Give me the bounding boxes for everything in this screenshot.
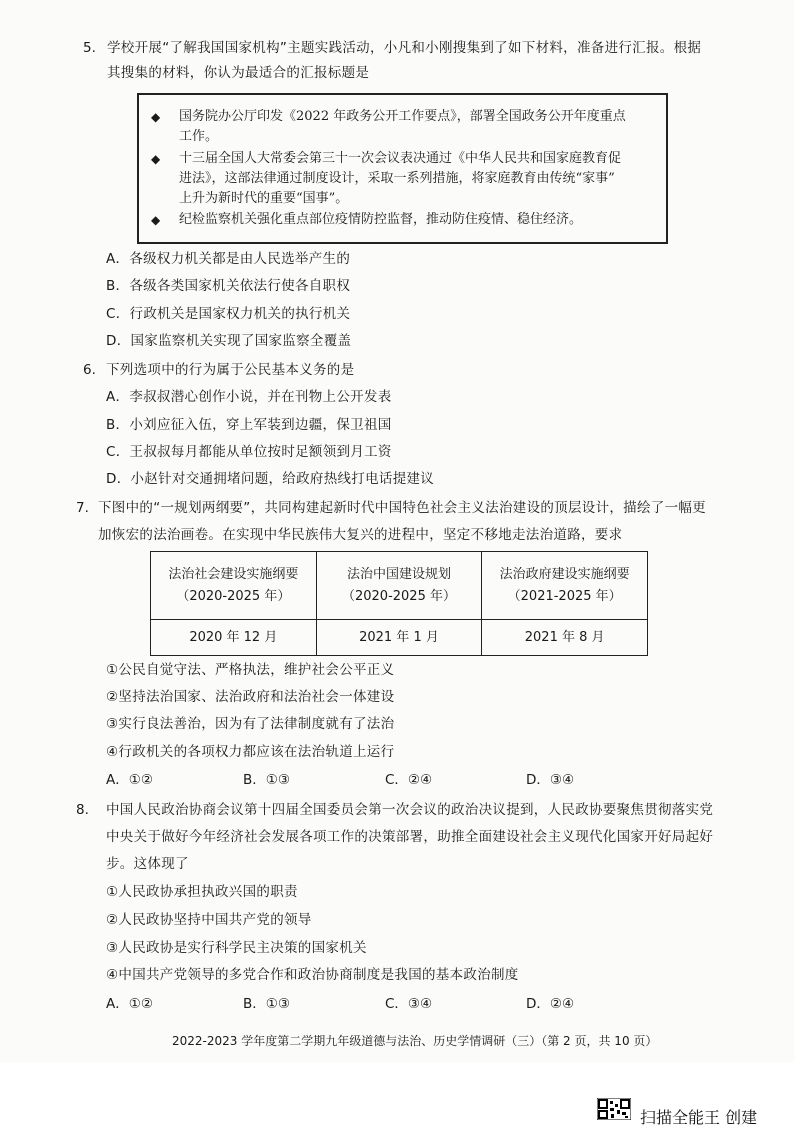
rule-of-law-plan-table bbox=[150, 551, 648, 656]
question-5-number: 5. bbox=[83, 40, 96, 56]
material-1-line-2: 工作。 bbox=[179, 129, 219, 144]
diamond-bullet-icon: ◆ bbox=[151, 213, 161, 227]
plan-years: （2020-2025 年） bbox=[341, 588, 456, 604]
question-7-statement-2: ②坚持法治国家、法治政府和法治社会一体建设 bbox=[106, 689, 395, 705]
question-7-statement-4: ④行政机关的各项权力都应该在法治轨道上运行 bbox=[106, 744, 395, 760]
table-cell bbox=[316, 552, 482, 620]
question-6-option-a: A．李叔叔潜心创作小说，并在刊物上公开发表 bbox=[106, 389, 392, 405]
question-8-stem-line-2: 中央关于做好今年经济社会发展各项工作的决策部署，助推全面建设社会主义现代化国家开好局起好 bbox=[106, 829, 714, 845]
page-footer: 2022-2023 学年度第二学期九年级道德与法治、历史学情调研（三）（第 2 页，共 10 页） bbox=[172, 1034, 658, 1048]
table-cell bbox=[151, 552, 317, 620]
question-5-option-c: C．行政机关是国家权力机关的执行机关 bbox=[106, 306, 351, 322]
material-2-line-2: 进法》，这部法律通过制度设计，采取一系列措施，将家庭教育由传统“家事” bbox=[179, 171, 615, 186]
material-1-line-1: 国务院办公厅印发《2022 年政务公开工作要点》，部署全国政务公开年度重点 bbox=[179, 109, 626, 124]
diamond-bullet-icon: ◆ bbox=[151, 152, 161, 166]
question-8-option-a: A．①② bbox=[106, 996, 153, 1012]
plan-years: （2020-2025 年） bbox=[176, 588, 291, 604]
plan-date: 2021 年 1 月 bbox=[316, 620, 482, 656]
table-header-row bbox=[151, 552, 648, 620]
material-3-line-1: 纪检监察机关强化重点部位疫情防控监督，推动防住疫情、稳住经济。 bbox=[179, 212, 583, 227]
plan-name: 法治中国建设规划 bbox=[346, 566, 451, 582]
question-8-statement-3: ③人民政协是实行科学民主决策的国家机关 bbox=[106, 940, 367, 956]
question-5-option-d: D．国家监察机关实现了国家监察全覆盖 bbox=[106, 333, 352, 349]
question-6-option-b: B．小刘应征入伍，穿上军装到边疆，保卫祖国 bbox=[106, 417, 392, 433]
question-8-option-d: D．②④ bbox=[526, 996, 575, 1012]
plan-name: 法治社会建设实施纲要 bbox=[168, 566, 299, 582]
table-cell bbox=[482, 552, 648, 620]
question-6-number: 6. bbox=[83, 362, 96, 378]
question-5-stem-line-1: 学校开展“了解我国国家机构”主题实践活动，小凡和小刚搜集到了如下材料，准备进行汇报。根据 bbox=[107, 40, 702, 56]
question-5-option-b: B．各级各类国家机关依法行使各自职权 bbox=[106, 278, 351, 294]
question-7-statement-1: ①公民自觉守法、严格执法，维护社会公平正义 bbox=[106, 662, 395, 678]
plan-date: 2020 年 12 月 bbox=[151, 620, 317, 656]
question-8-statement-4: ④中国共产党领导的多党合作和政治协商制度是我国的基本政治制度 bbox=[106, 967, 519, 983]
qr-code-icon bbox=[597, 1098, 631, 1120]
question-8-option-b: B．①③ bbox=[243, 996, 290, 1012]
question-8-number: 8. bbox=[76, 802, 89, 818]
question-7-number: 7. bbox=[76, 500, 89, 516]
question-7-option-c: C．②④ bbox=[385, 772, 433, 788]
question-5-stem-line-2: 其搜集的材料，你认为最适合的汇报标题是 bbox=[107, 65, 370, 81]
question-5-option-a: A．各级权力机关都是由人民选举产生的 bbox=[106, 251, 351, 267]
question-6-option-c: C．王叔叔每月都能从单位按时足额领到月工资 bbox=[106, 444, 392, 460]
table-row bbox=[151, 620, 648, 656]
question-6-stem: 下列选项中的行为属于公民基本义务的是 bbox=[106, 362, 355, 378]
question-8-stem-line-3: 步。这体现了 bbox=[106, 856, 189, 872]
plan-years: （2021-2025 年） bbox=[507, 588, 622, 604]
scanner-watermark-text: 扫描全能王 创建 bbox=[640, 1108, 758, 1127]
plan-name: 法治政府建设实施纲要 bbox=[499, 566, 630, 582]
question-8-statement-2: ②人民政协坚持中国共产党的领导 bbox=[106, 912, 312, 928]
plan-date: 2021 年 8 月 bbox=[482, 620, 648, 656]
material-box bbox=[137, 93, 668, 244]
question-8-statement-1: ①人民政协承担执政兴国的职责 bbox=[106, 884, 298, 900]
question-7-option-d: D．③④ bbox=[526, 772, 575, 788]
question-7-stem-line-2: 加恢宏的法治画卷。在实现中华民族伟大复兴的进程中，坚定不移地走法治道路，要求 bbox=[98, 527, 623, 543]
question-7-option-b: B．①③ bbox=[243, 772, 290, 788]
question-7-statement-3: ③实行良法善治，因为有了法律制度就有了法治 bbox=[106, 716, 395, 732]
material-2-line-1: 十三届全国人大常委会第三十一次会议表决通过《中华人民共和国家庭教育促 bbox=[179, 151, 622, 166]
question-8-option-c: C．③④ bbox=[385, 996, 433, 1012]
material-2-line-3: 上升为新时代的重要“国事”。 bbox=[179, 191, 349, 206]
diamond-bullet-icon: ◆ bbox=[151, 110, 161, 124]
question-7-option-a: A．①② bbox=[106, 772, 153, 788]
question-7-stem-line-1: 下图中的“一规划两纲要”，共同构建起新时代中国特色社会主义法治建设的顶层设计，描绘了一幅更 bbox=[98, 500, 706, 516]
question-6-option-d: D．小赵针对交通拥堵问题，给政府热线打电话提建议 bbox=[106, 471, 435, 487]
question-8-stem-line-1: 中国人民政治协商会议第十四届全国委员会第一次会议的政治决议提到，人民政协要聚焦贯彻落实党 bbox=[106, 802, 714, 818]
